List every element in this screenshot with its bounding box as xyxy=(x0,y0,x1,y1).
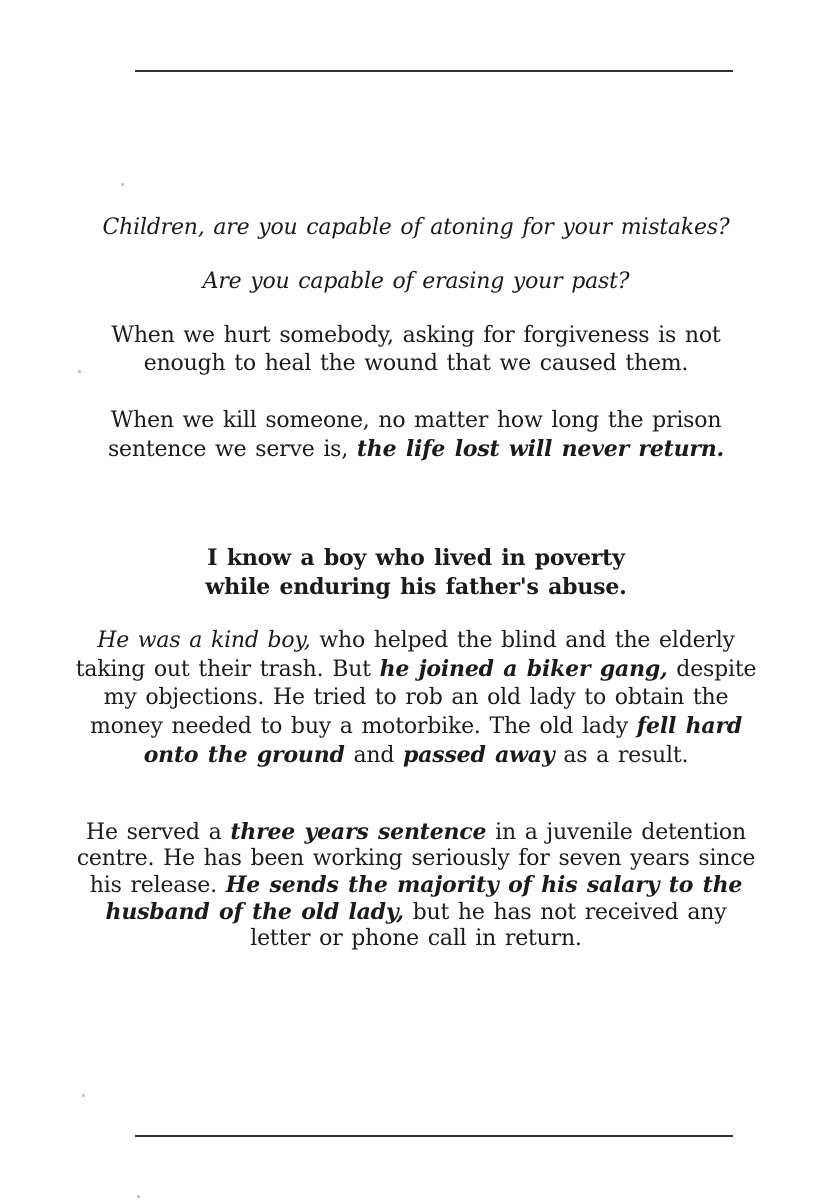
paragraph-boy-story xyxy=(50,627,782,770)
text-line xyxy=(50,627,782,655)
text-line xyxy=(50,655,782,684)
text-segment: sentence we serve is, xyxy=(107,437,357,462)
text-line xyxy=(50,573,782,602)
scan-speck xyxy=(121,183,124,186)
quote-atoning xyxy=(50,214,782,242)
text-segment: money needed to buy a motorbike. The old lady xyxy=(89,714,637,739)
text-line xyxy=(50,214,782,242)
text-segment: husband of the old lady, xyxy=(105,899,404,925)
bottom-rule xyxy=(135,1135,733,1137)
scan-speck xyxy=(137,1195,140,1198)
text-segment: When we kill someone, no matter how long the prison xyxy=(110,408,722,433)
text-segment: three years sentence xyxy=(230,819,487,845)
text-segment: despite xyxy=(667,657,757,682)
paragraph-sentence xyxy=(50,819,782,952)
text-line xyxy=(50,268,782,296)
text-line xyxy=(50,846,782,872)
text-line xyxy=(50,712,782,741)
text-line xyxy=(50,435,782,464)
text-segment: but he has not received any xyxy=(403,900,727,925)
text-line xyxy=(50,926,782,952)
paragraph-kill xyxy=(50,407,782,464)
text-segment: I know a boy who lived in poverty xyxy=(207,545,625,571)
text-segment: he joined a biker gang, xyxy=(379,656,668,682)
text-segment: He sends the majority of his salary to the xyxy=(225,872,743,898)
text-line xyxy=(50,407,782,435)
text-segment: the life lost will never return. xyxy=(356,436,725,462)
text-segment: letter or phone call in return. xyxy=(250,926,582,951)
text-line xyxy=(50,322,782,350)
text-line xyxy=(50,741,782,770)
text-segment: while enduring his father's abuse. xyxy=(205,574,627,600)
scan-speck xyxy=(82,1094,85,1097)
paragraph-hurt xyxy=(50,322,782,378)
paragraph-boy-intro xyxy=(50,544,782,602)
text-segment: fell hard xyxy=(636,713,743,739)
text-segment: onto the ground xyxy=(143,742,345,768)
text-segment: enough to heal the wound that we caused them. xyxy=(143,351,689,376)
text-line xyxy=(50,544,782,573)
text-line xyxy=(50,350,782,378)
text-segment: He served a xyxy=(86,820,231,845)
text-segment: his release. xyxy=(89,873,226,898)
text-line xyxy=(50,819,782,846)
top-rule xyxy=(135,70,733,72)
text-segment: and xyxy=(344,743,404,768)
text-segment: my objections. He tried to rob an old lady to obtain the xyxy=(103,685,729,710)
text-segment: as a result. xyxy=(554,743,689,768)
text-line xyxy=(50,684,782,712)
text-segment: passed away xyxy=(403,742,555,768)
text-segment: who helped the blind and the elderly xyxy=(310,628,735,653)
text-segment: When we hurt somebody, asking for forgiveness is not xyxy=(111,323,721,348)
text-segment: centre. He has been working seriously for seven years since xyxy=(76,846,756,871)
quote-erasing xyxy=(50,268,782,296)
text-segment: in a juvenile detention xyxy=(486,820,746,845)
scan-speck xyxy=(78,370,81,373)
text-segment: taking out their trash. But xyxy=(75,657,380,682)
text-line xyxy=(50,899,782,926)
text-segment: He was a kind boy, xyxy=(97,628,311,653)
text-segment: Are you capable of erasing your past? xyxy=(202,269,630,294)
text-segment: Children, are you capable of atoning for your mistakes? xyxy=(102,215,730,240)
text-line xyxy=(50,872,782,899)
